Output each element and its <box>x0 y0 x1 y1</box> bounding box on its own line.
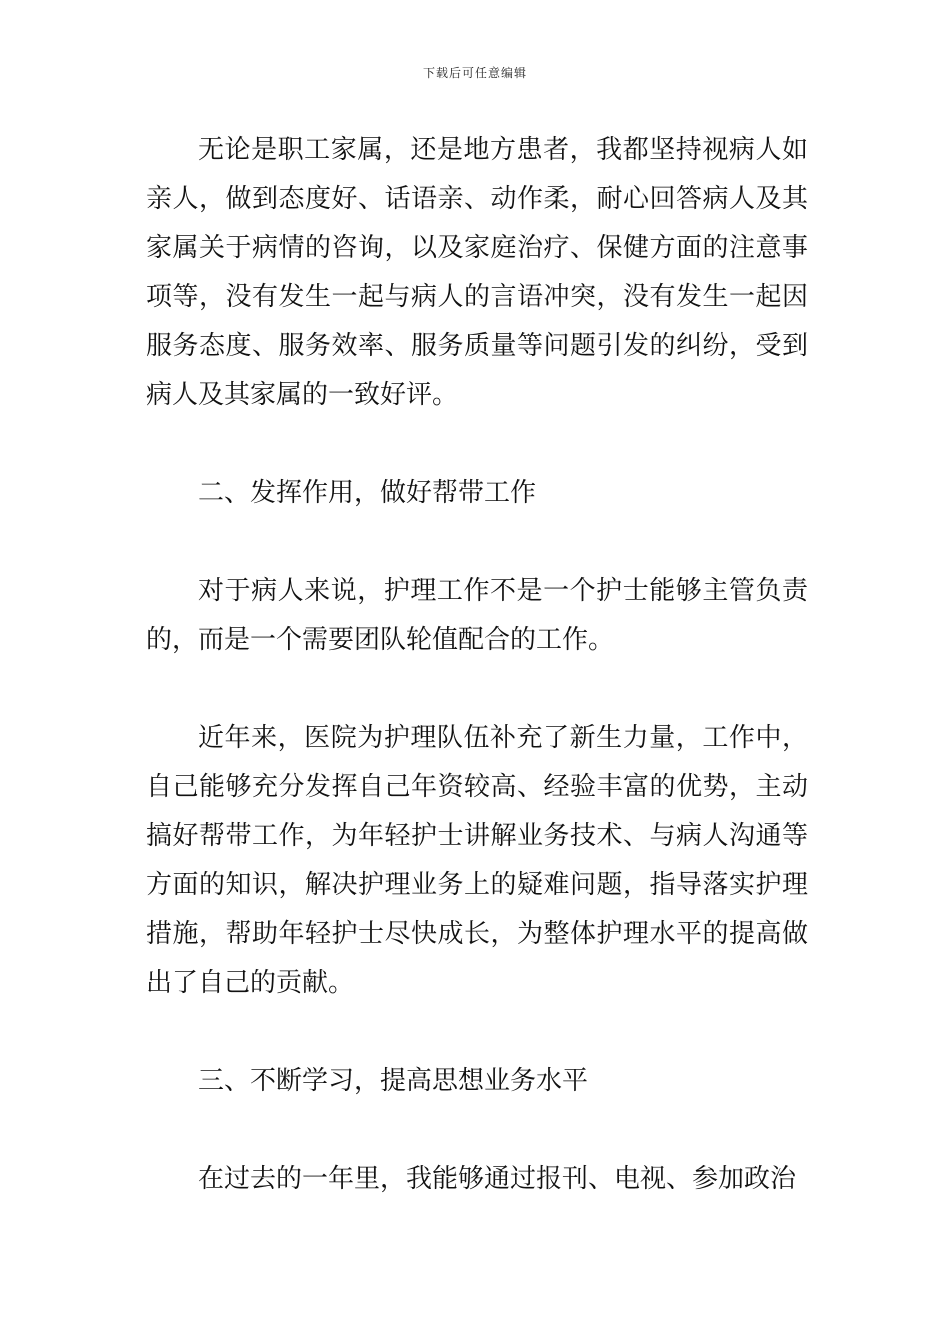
paragraph-4: 在过去的一年里，我能够通过报刊、电视、参加政治 <box>198 1164 797 1194</box>
paragraph-2: 对于病人来说，护理工作不是一个护士能够主管负责的，而是一个需要团队轮值配合的工作。 <box>146 576 808 655</box>
section-heading-3: 三、不断学习，提高思想业务水平 <box>198 1066 589 1096</box>
document-body <box>146 126 808 1204</box>
header-note: 下载后可任意编辑 <box>422 66 527 80</box>
paragraph-3: 近年来，医院为护理队伍补充了新生力量，工作中，自己能够充分发挥自己年资较高、经验丰富的优势，主动搞好帮带工作，为年轻护士讲解业务技术、与病人沟通等方面的知识，解决护理业务上的疑难问题，指导落实护理措施，帮助年轻护士尽快成长，为整体护理水平的提高做出了自己的贡献。 <box>146 723 808 998</box>
paragraph-1: 无论是职工家属，还是地方患者，我都坚持视病人如亲人，做到态度好、话语亲、动作柔，耐心回答病人及其家属关于病情的咨询，以及家庭治疗、保健方面的注意事项等，没有发生一起与病人的言语冲突，没有发生一起因服务态度、服务效率、服务质量等问题引发的纠纷，受到病人及其家属的一致好评。 <box>146 135 808 410</box>
section-heading-2: 二、发挥作用，做好帮带工作 <box>198 478 537 508</box>
